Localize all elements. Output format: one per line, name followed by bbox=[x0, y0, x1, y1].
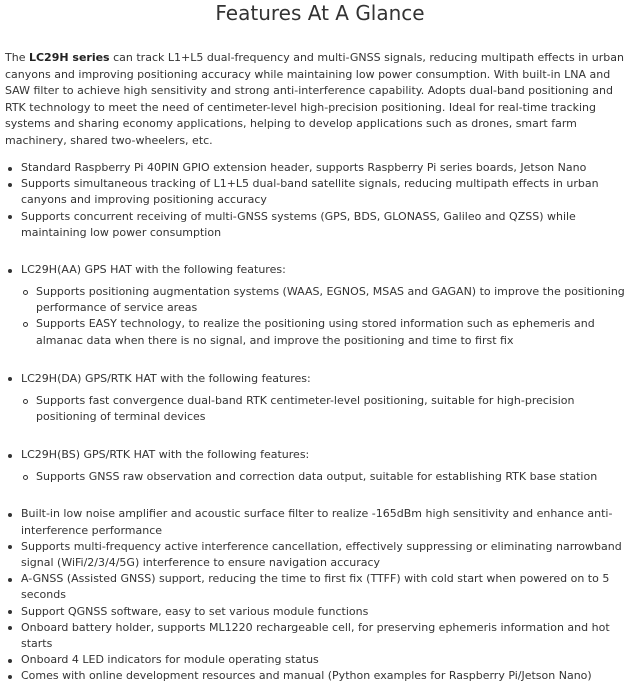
variant-heading: LC29H(DA) GPS/RTK HAT with the following features: bbox=[21, 371, 311, 385]
list-item: Support QGNSS software, easy to set various module functions bbox=[0, 604, 636, 620]
variant-feature-list bbox=[0, 393, 640, 425]
variant-heading: LC29H(BS) GPS/RTK HAT with the following features: bbox=[21, 448, 310, 462]
intro-text: can track L1+L5 dual-frequency and multi-GNSS signals, reducing multipath effects in urban canyons and improving positioning accuracy while maintaining low power consumption. With built-in LNA and SAW filter to achieve high sensitivity and strong anti-interference capability. Adopts dual-band positioning and RTK technology to meet the need of centimeter-level high-precision positioning. Ideal for real-time tracking systems and sharing economy applications, helping to develop applications such as drones, smart farm machinery, shared two-wheelers, etc. bbox=[5, 51, 624, 147]
list-item: Supports GNSS raw observation and correction data output, suitable for establishing RTK base station bbox=[0, 469, 636, 485]
list-item: Supports fast convergence dual-band RTK centimeter-level positioning, suitable for high-precision positioning of terminal devices bbox=[0, 393, 636, 425]
list-item: Standard Raspberry Pi 40PIN GPIO extension header, supports Raspberry Pi series boards, Jetson Nano bbox=[0, 160, 636, 176]
variant-feature-list bbox=[0, 284, 640, 349]
list-item: Supports multi-frequency active interference cancellation, effectively suppressing or eliminating narrowband signal (WiFi/2/3/4/5G) interference to ensure navigation accuracy bbox=[0, 539, 636, 571]
variant-aa-block bbox=[0, 262, 640, 349]
series-name: LC29H series bbox=[28, 51, 110, 64]
list-item: Supports concurrent receiving of multi-GNSS systems (GPS, BDS, GLONASS, Galileo and QZSS) while maintaining low power consumption bbox=[0, 209, 636, 241]
list-item: A-GNSS (Assisted GNSS) support, reducing the time to first fix (TTFF) with cold start when powered on to 5 seconds bbox=[0, 571, 636, 603]
list-item: Supports simultaneous tracking of L1+L5 dual-band satellite signals, reducing multipath effects in urban canyons and improving positioning accuracy bbox=[0, 176, 636, 208]
variant-da-block bbox=[0, 371, 640, 425]
general-features-list bbox=[0, 160, 640, 241]
more-features-list bbox=[0, 506, 640, 684]
list-item: Built-in low noise amplifier and acoustic surface filter to realize -165dBm high sensitivity and enhance anti-interference performance bbox=[0, 506, 636, 538]
variant-bs-block bbox=[0, 447, 640, 485]
intro-paragraph bbox=[5, 50, 636, 149]
list-item: Comes with online development resources and manual (Python examples for Raspberry Pi/Jetson Nano) bbox=[0, 668, 636, 684]
page-title: Features At A Glance bbox=[215, 1, 425, 25]
list-item: Supports positioning augmentation systems (WAAS, EGNOS, MSAS and GAGAN) to improve the positioning performance of service areas bbox=[0, 284, 636, 316]
variant-feature-list bbox=[0, 469, 640, 485]
variant-heading: LC29H(AA) GPS HAT with the following features: bbox=[21, 263, 286, 277]
list-item: Onboard 4 LED indicators for module operating status bbox=[0, 652, 636, 668]
list-item: Onboard battery holder, supports ML1220 rechargeable cell, for preserving ephemeris information and hot starts bbox=[0, 620, 636, 652]
intro-prefix: The bbox=[5, 51, 29, 64]
list-item: Supports EASY technology, to realize the positioning using stored information such as ephemeris and almanac data when there is no signal, and improve the positioning and time to first fix bbox=[0, 316, 636, 348]
